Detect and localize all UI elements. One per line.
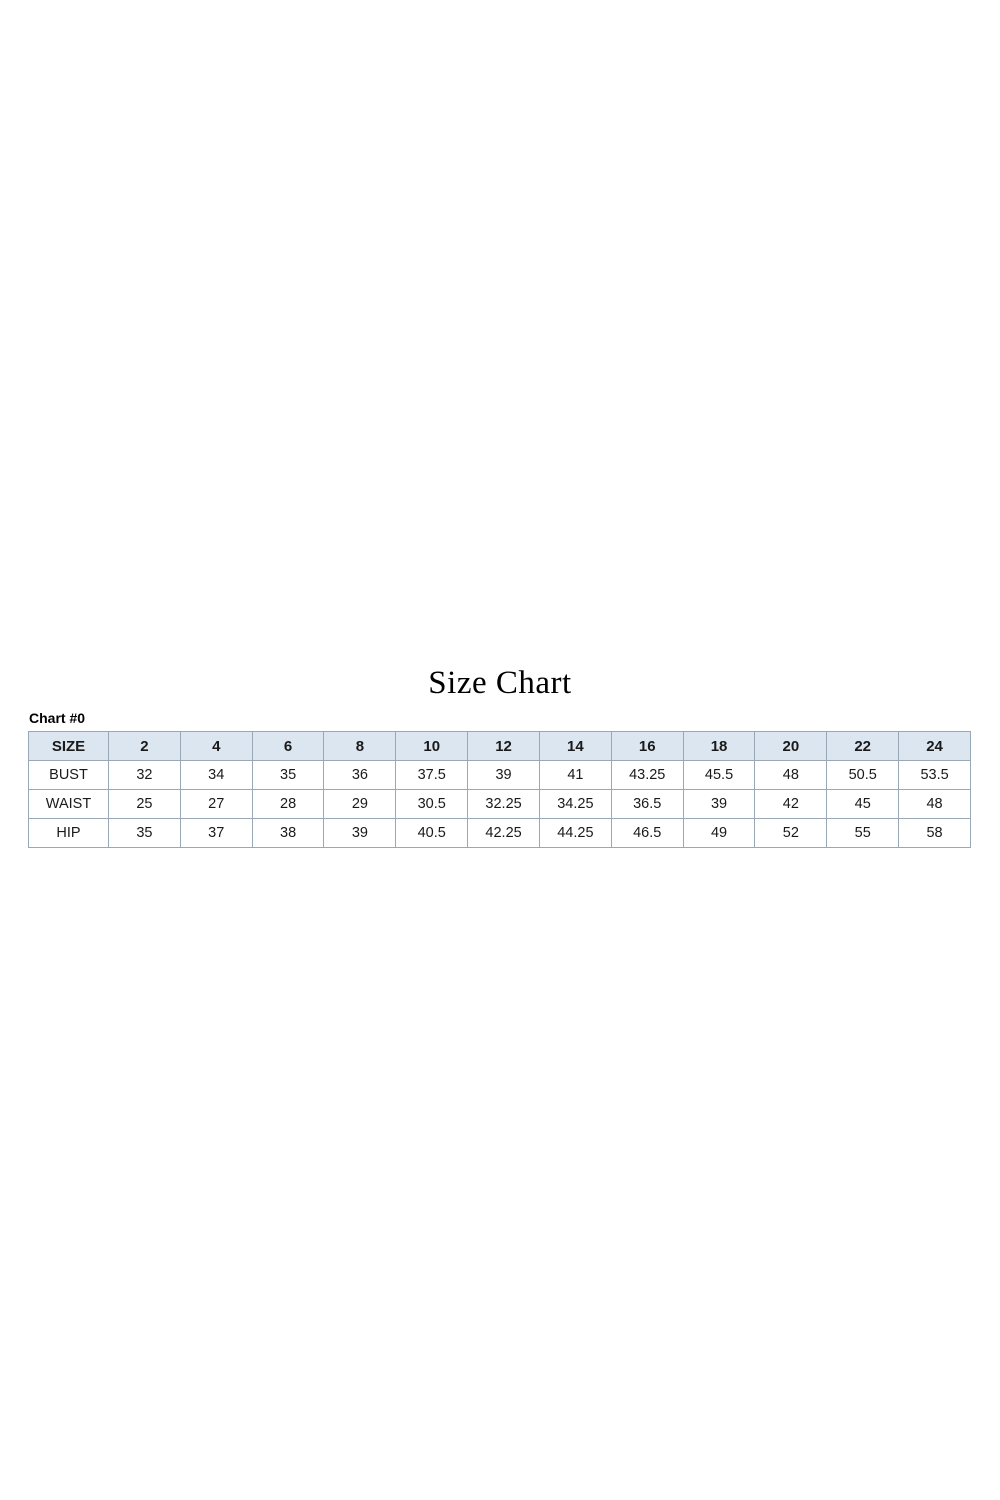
table-header-row (29, 732, 971, 761)
column-header-2: 2 (109, 732, 181, 761)
cell-bust-16: 43.25 (611, 761, 683, 790)
cell-hip-20: 52 (755, 819, 827, 848)
column-header-24: 24 (899, 732, 971, 761)
cell-bust-8: 36 (324, 761, 396, 790)
column-header-6: 6 (252, 732, 324, 761)
table-row (29, 761, 971, 790)
cell-waist-24: 48 (899, 790, 971, 819)
cell-waist-20: 42 (755, 790, 827, 819)
column-header-14: 14 (539, 732, 611, 761)
cell-waist-4: 27 (180, 790, 252, 819)
cell-bust-4: 34 (180, 761, 252, 790)
cell-waist-12: 32.25 (468, 790, 540, 819)
cell-hip-6: 38 (252, 819, 324, 848)
column-header-8: 8 (324, 732, 396, 761)
cell-hip-22: 55 (827, 819, 899, 848)
cell-hip-2: 35 (109, 819, 181, 848)
cell-bust-20: 48 (755, 761, 827, 790)
cell-bust-24: 53.5 (899, 761, 971, 790)
cell-bust-2: 32 (109, 761, 181, 790)
cell-waist-2: 25 (109, 790, 181, 819)
cell-bust-14: 41 (539, 761, 611, 790)
cell-hip-4: 37 (180, 819, 252, 848)
cell-bust-12: 39 (468, 761, 540, 790)
chart-number-label: Chart #0 (29, 710, 86, 726)
cell-waist-16: 36.5 (611, 790, 683, 819)
column-header-22: 22 (827, 732, 899, 761)
cell-hip-18: 49 (683, 819, 755, 848)
row-label-bust: BUST (29, 761, 109, 790)
cell-waist-22: 45 (827, 790, 899, 819)
cell-hip-24: 58 (899, 819, 971, 848)
cell-hip-12: 42.25 (468, 819, 540, 848)
column-header-10: 10 (396, 732, 468, 761)
row-label-hip: HIP (29, 819, 109, 848)
column-header-18: 18 (683, 732, 755, 761)
column-header-16: 16 (611, 732, 683, 761)
table-row (29, 790, 971, 819)
column-header-20: 20 (755, 732, 827, 761)
size-chart-table-container (28, 731, 971, 848)
page-title: Size Chart (428, 665, 572, 701)
cell-hip-14: 44.25 (539, 819, 611, 848)
cell-bust-10: 37.5 (396, 761, 468, 790)
cell-waist-14: 34.25 (539, 790, 611, 819)
column-header-12: 12 (468, 732, 540, 761)
cell-hip-8: 39 (324, 819, 396, 848)
size-chart-table (28, 731, 971, 848)
cell-hip-16: 46.5 (611, 819, 683, 848)
table-row (29, 819, 971, 848)
cell-bust-18: 45.5 (683, 761, 755, 790)
cell-bust-22: 50.5 (827, 761, 899, 790)
cell-hip-10: 40.5 (396, 819, 468, 848)
cell-waist-8: 29 (324, 790, 396, 819)
column-header-4: 4 (180, 732, 252, 761)
row-label-waist: WAIST (29, 790, 109, 819)
cell-waist-10: 30.5 (396, 790, 468, 819)
cell-waist-18: 39 (683, 790, 755, 819)
cell-waist-6: 28 (252, 790, 324, 819)
cell-bust-6: 35 (252, 761, 324, 790)
column-header-size: SIZE (29, 732, 109, 761)
